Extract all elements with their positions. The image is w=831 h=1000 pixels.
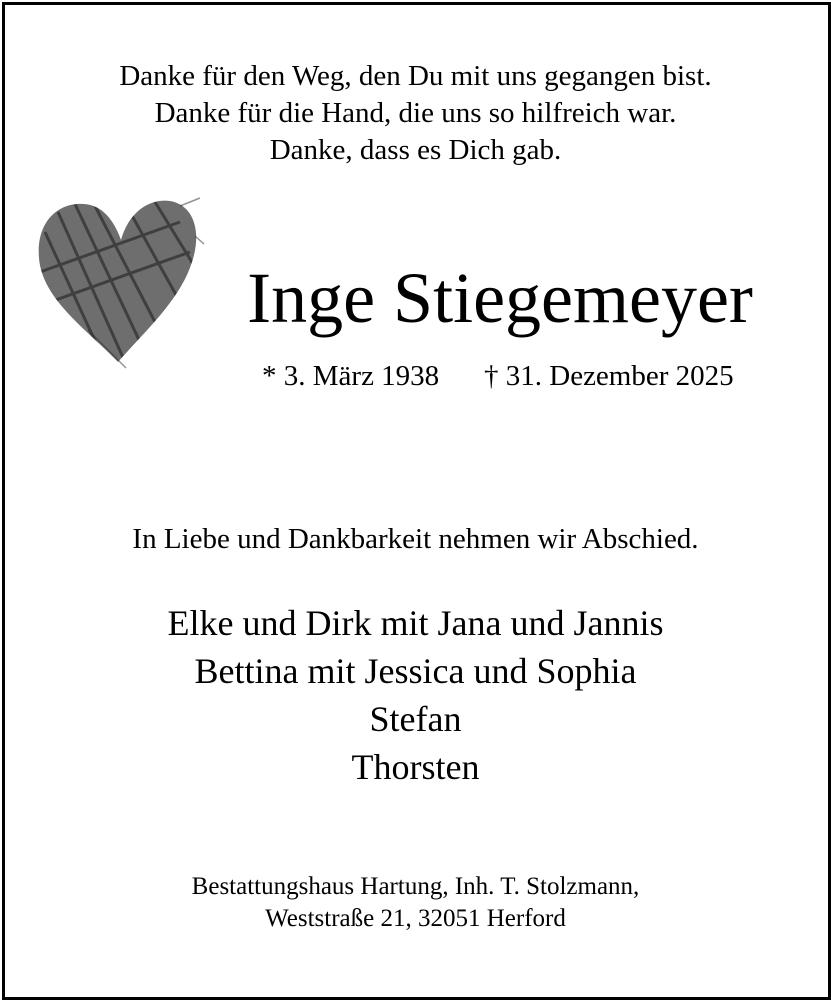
farewell-line: In Liebe und Dankbarkeit nehmen wir Abschied. [132, 523, 699, 555]
family-line: Elke und Dirk mit Jana und Jannis [167, 603, 664, 643]
family-line: Thorsten [351, 747, 480, 787]
death-date: † 31. Dezember 2025 [484, 360, 734, 392]
heart-icon [30, 192, 205, 370]
deceased-name: Inge Stiegemeyer [247, 258, 753, 338]
undertaker-block [0, 871, 831, 935]
verse-block [0, 58, 831, 169]
verse-line: Danke für die Hand, die uns so hilfreich war. [154, 97, 677, 129]
family-line: Bettina mit Jessica und Sophia [194, 651, 637, 691]
family-line: Stefan [369, 699, 462, 739]
birth-date: * 3. März 1938 [262, 360, 440, 392]
verse-line: Danke, dass es Dich gab. [269, 134, 562, 166]
undertaker-line: Weststraße 21, 32051 Herford [265, 905, 566, 932]
undertaker-line: Bestattungshaus Hartung, Inh. T. Stolzmann, [191, 873, 640, 900]
family-list [0, 599, 831, 791]
verse-line: Danke für den Weg, den Du mit uns gegangen bist. [119, 60, 712, 92]
